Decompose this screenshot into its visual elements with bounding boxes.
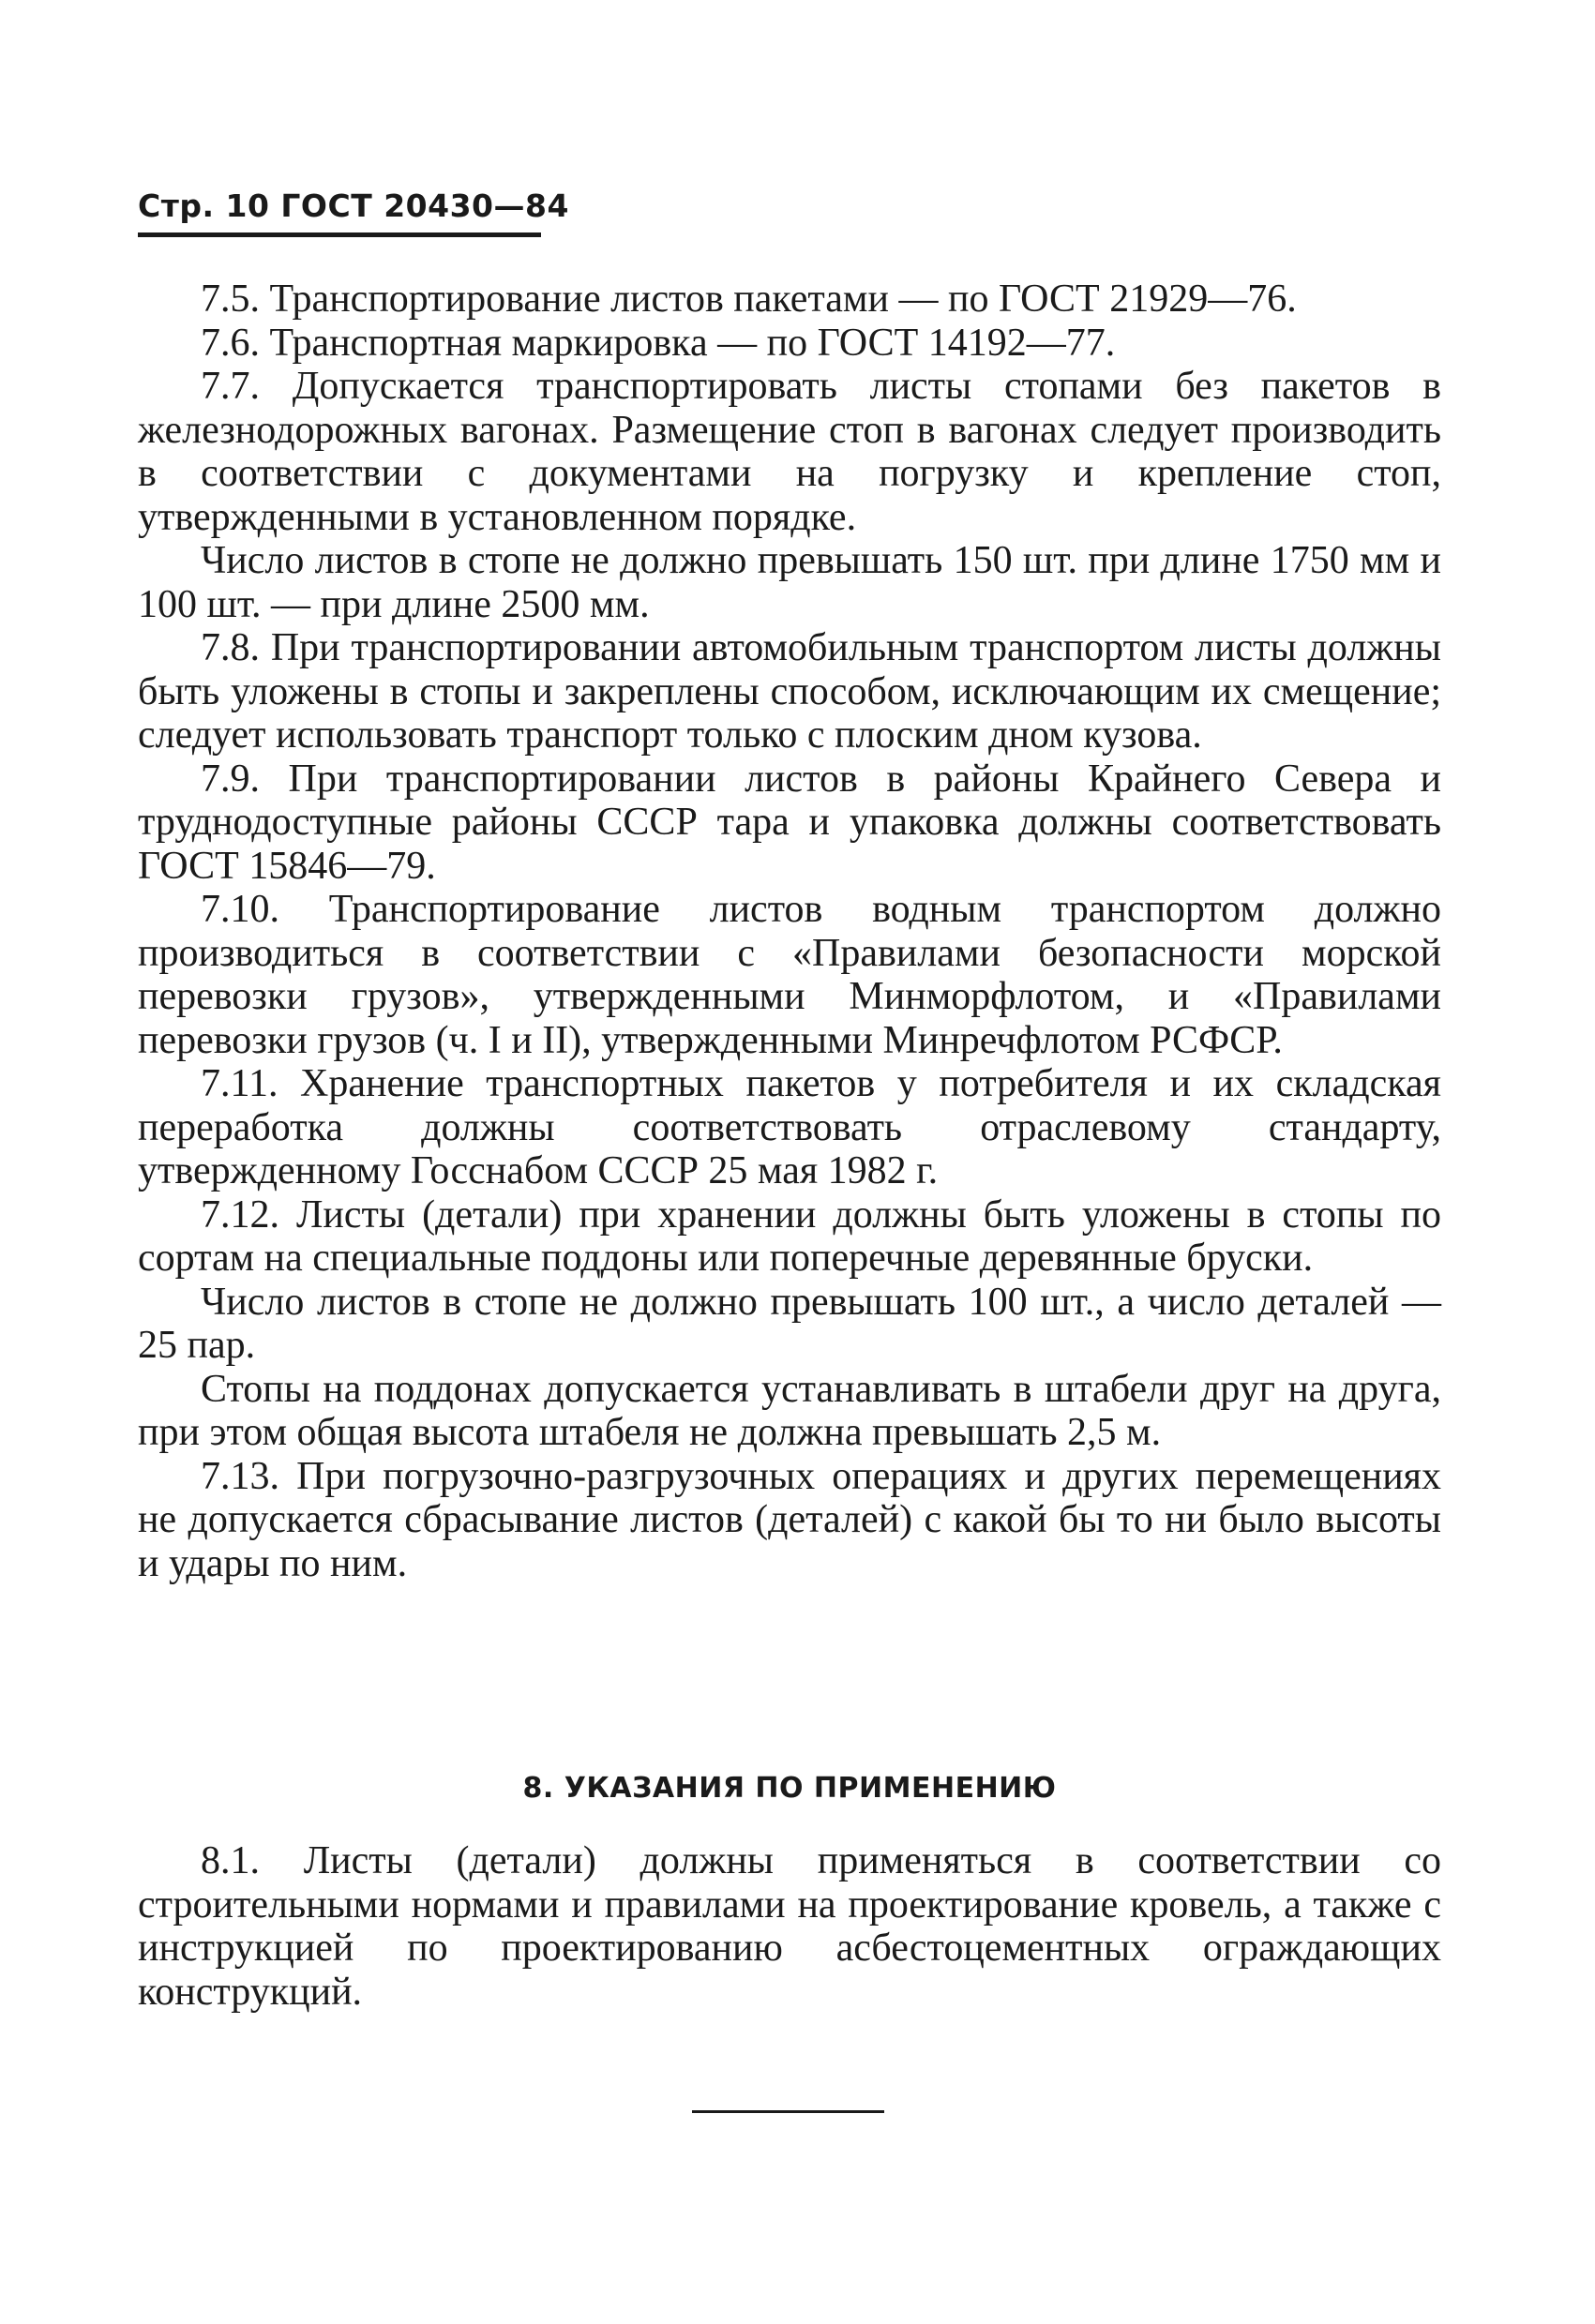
paragraph-7-10: 7.10. Транспортирование листов водным транспортом должно производиться в соответствии с «Правилами безопасности морской перевозки грузов», утвержденными Минморфлотом, и «Правилами перевозки грузов (ч. I и II), утвержденными Минречфлотом РСФСР. [138,888,1441,1062]
paragraph-7-12: 7.12. Листы (детали) при хранении должны быть уложены в стопы по сортам на специальные поддоны или поперечные деревянные бруски. [138,1192,1441,1280]
paragraph-7-7-count: Число листов в стопе не должно превышать 150 шт. при длине 1750 мм и 100 шт. — при длине 2500 мм. [138,539,1441,626]
paragraph-7-12-count: Число листов в стопе не должно превышать 100 шт., а число деталей — 25 пар. [138,1280,1441,1367]
paragraph-7-9: 7.9. При транспортировании листов в районы Крайнего Севера и труднодоступные районы СССР тара и упаковка должны соответствовать ГОСТ 15846—79. [138,757,1441,888]
section-7-body [138,277,1441,1585]
paragraph-7-5: 7.5. Транспортирование листов пакетами — по ГОСТ 21929—76. [201,277,1297,321]
header-rule [138,232,541,237]
paragraph-8-1: 8.1. Листы (детали) должны применяться в соответствии со строительными нормами и правилами на проектирование кровель, а также с инструкцией по проектированию асбестоцементных ограждающих конструкций. [138,1839,1441,2014]
paragraph-7-6: 7.6. Транспортная маркировка — по ГОСТ 14192—77. [201,321,1116,365]
paragraph-7-12-stacks: Стопы на поддонах допускается устанавливать в штабели друг на друга, при этом общая высота штабеля не должна превышать 2,5 м. [138,1367,1441,1454]
paragraph-7-11: 7.11. Хранение транспортных пакетов у потребителя и их складская переработка должны соответствовать отраслевому стандарту, утвержденному Госснабом СССР 25 мая 1982 г. [138,1062,1441,1192]
section-8-body [138,1839,1441,2014]
page-header: Стр. 10 ГОСТ 20430—84 [138,187,569,224]
paragraph-7-8: 7.8. При транспортировании автомобильным транспортом листы должны быть уложены в стопы и закреплены способом, исключающим их смещение; следует использовать транспорт только с плоским дном кузова. [138,626,1441,757]
paragraph-7-13: 7.13. При погрузочно-разгрузочных операциях и других перемещениях не допускается сбрасывание листов (деталей) с какой бы то ни было высоты и удары по ним. [138,1454,1441,1585]
end-rule [692,2110,884,2113]
section-8-heading: 8. УКАЗАНИЯ ПО ПРИМЕНЕНИЮ [522,1772,1057,1805]
paragraph-7-7: 7.7. Допускается транспортировать листы стопами без пакетов в железнодорожных вагонах. Размещение стоп в вагонах следует производить в соответствии с документами на погрузку и крепление стоп, утвержденными в установленном порядке. [138,365,1441,539]
